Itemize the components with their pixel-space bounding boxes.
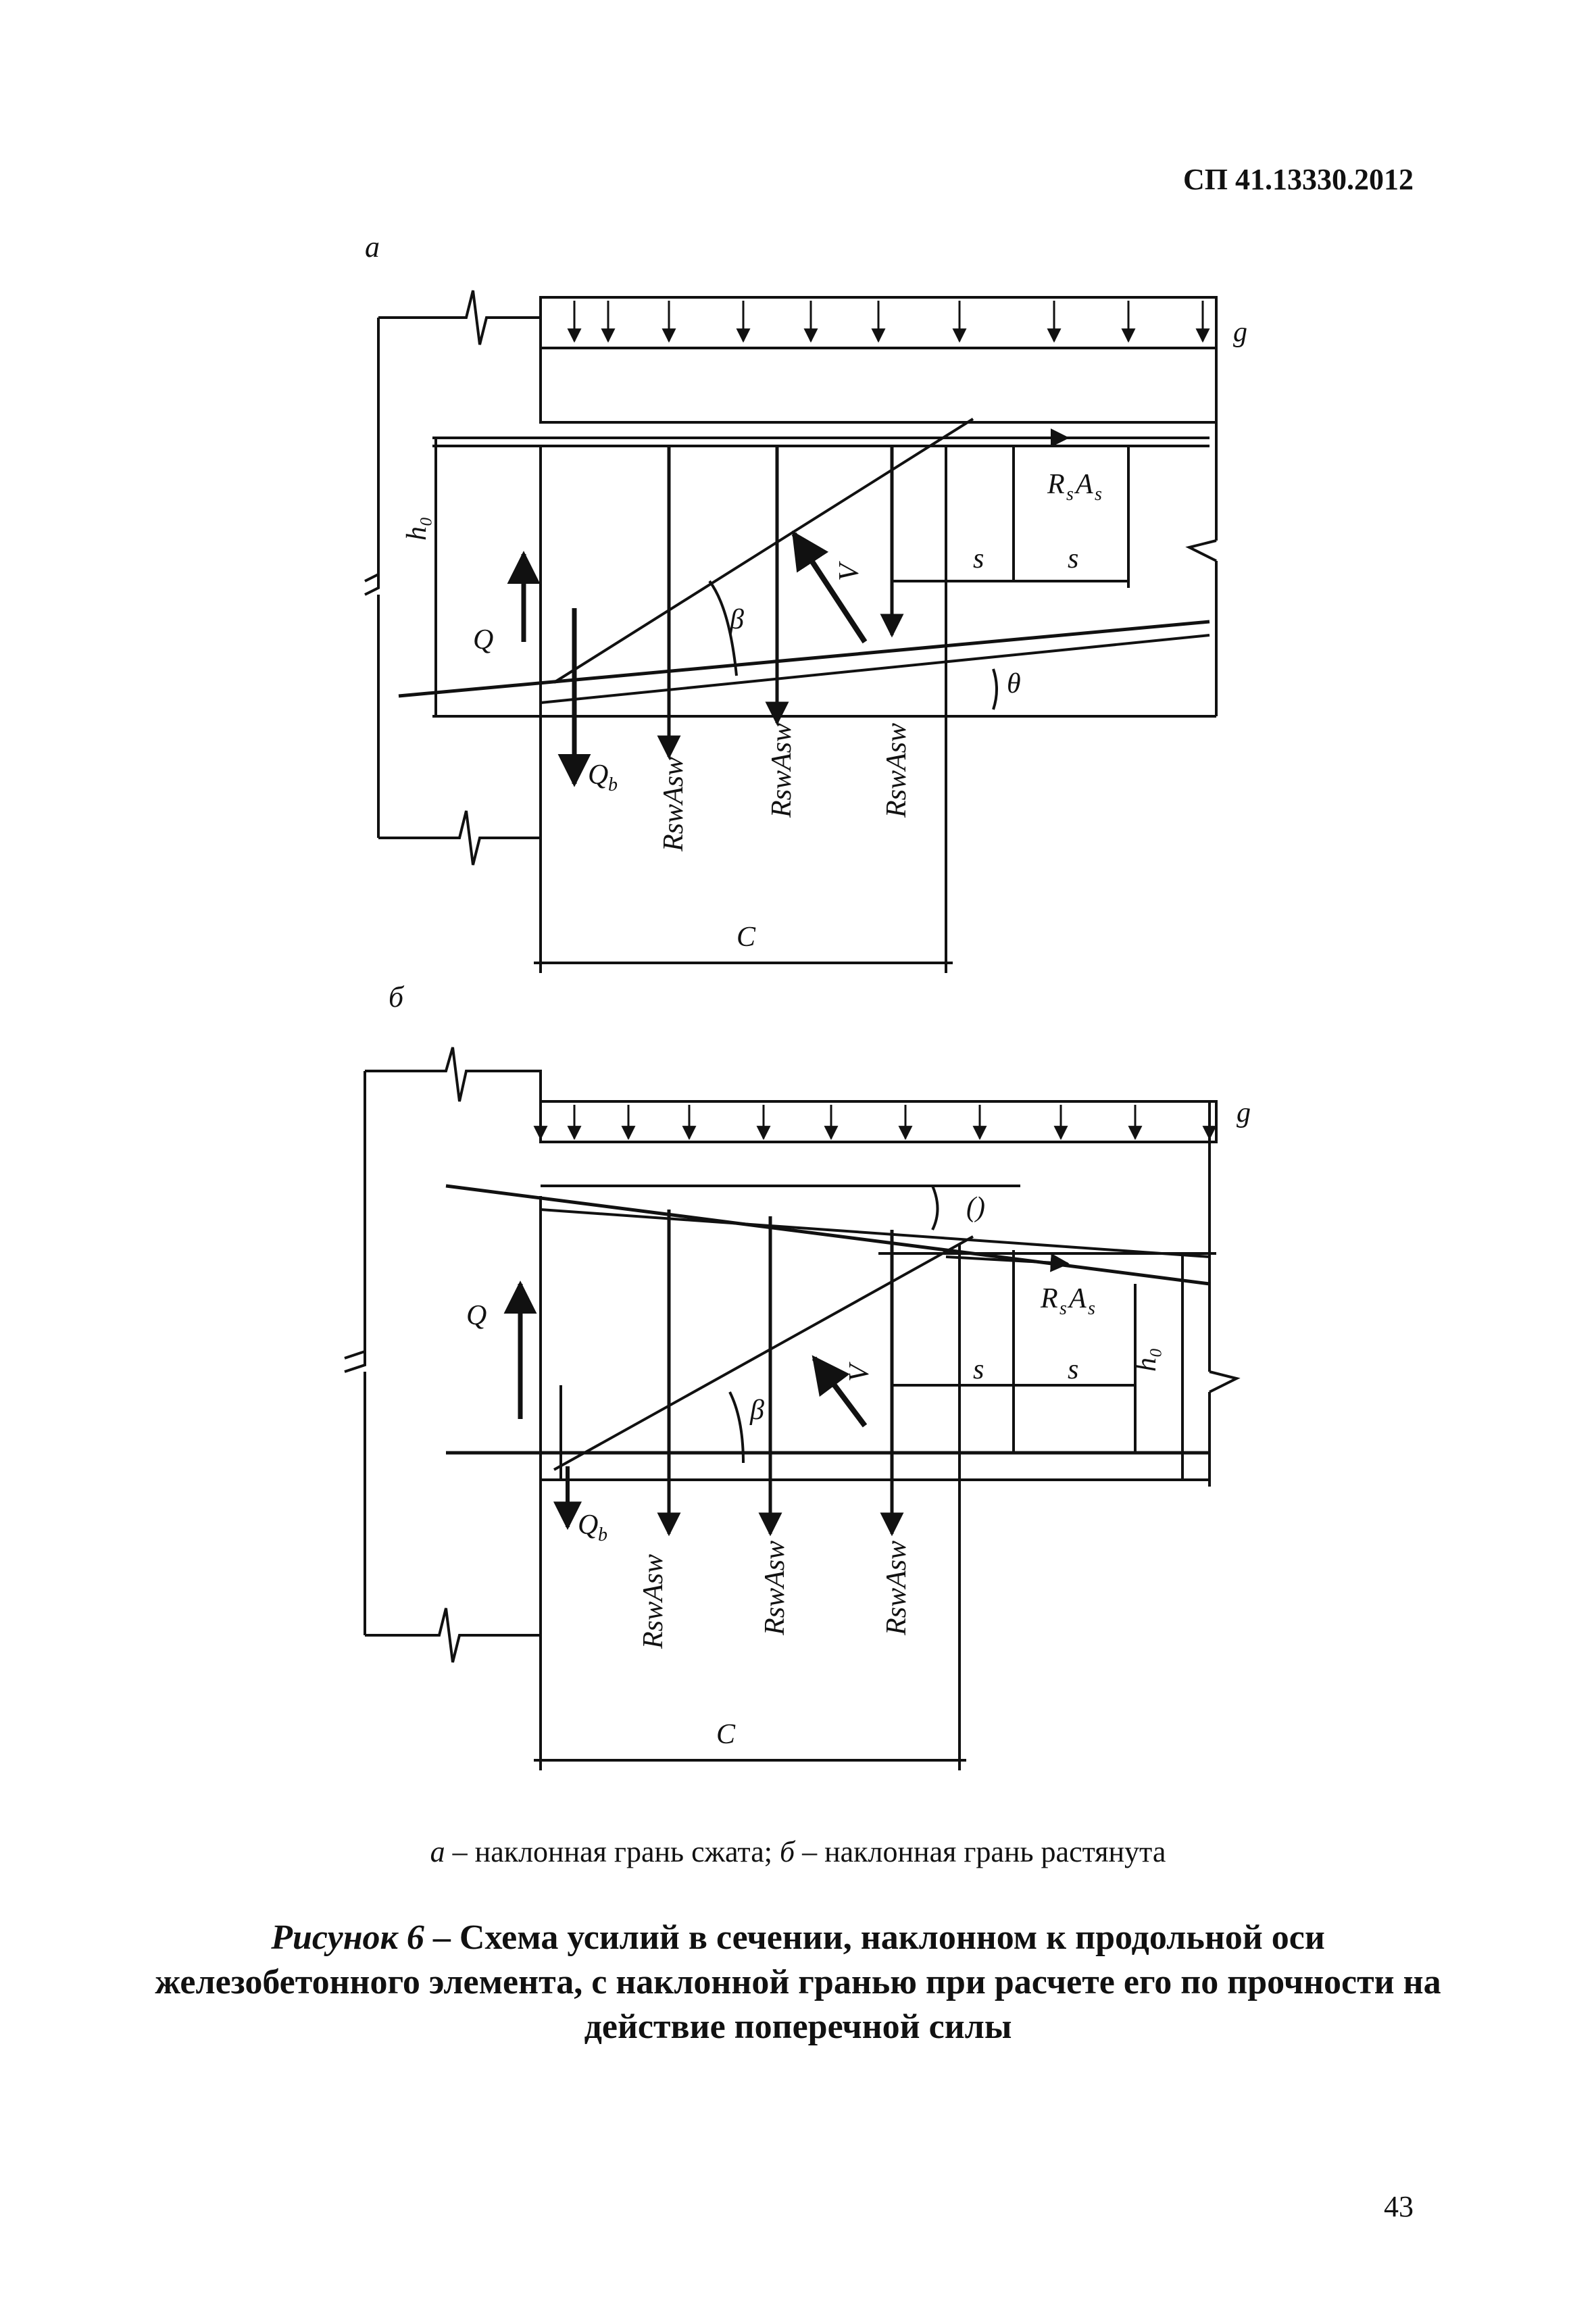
a-label-RswAsw-1: RswAsw — [658, 756, 689, 851]
a-label-V: V — [834, 564, 865, 581]
b-label-C: C — [716, 1719, 736, 1750]
a-label-RsAs-A: A — [1076, 469, 1093, 500]
b-label-Qb: Q — [578, 1510, 599, 1541]
b-label-RsAs: R — [1041, 1283, 1058, 1314]
b-label-RswAsw-3: RswAsw — [881, 1540, 912, 1635]
caption-label: Рисунок 6 — [271, 1918, 424, 1957]
b-label-V: V — [844, 1364, 875, 1382]
b-label-RsAs-A: A — [1069, 1283, 1087, 1314]
a-label-Q: Q — [473, 624, 494, 655]
b-label-RswAsw-1: RswAsw — [638, 1553, 669, 1649]
a-label-h0: h₀ — [401, 516, 432, 541]
a-label-RsAs-sub2: s — [1095, 484, 1102, 505]
a-label-RswAsw-3: RswAsw — [881, 722, 912, 818]
panel-a-letter: а — [365, 230, 380, 264]
b-label-g: g — [1237, 1097, 1251, 1128]
b-label-theta: () — [966, 1192, 985, 1223]
a-label-Qb: Q — [588, 760, 609, 791]
a-label-C: C — [737, 922, 756, 953]
b-label-s1: s — [973, 1354, 984, 1385]
panel-a-labels — [401, 317, 1247, 953]
b-label-beta: β — [750, 1395, 764, 1426]
b-label-Qb-sub: b — [598, 1524, 607, 1545]
b-label-Q: Q — [466, 1300, 487, 1331]
subcap-b-text: – наклонная грань растянута — [795, 1835, 1166, 1868]
b-label-h0: h₀ — [1131, 1347, 1162, 1372]
a-label-s1: s — [973, 543, 984, 574]
b-label-RswAsw-2: RswAsw — [759, 1540, 791, 1635]
a-label-RsAs: R — [1047, 469, 1065, 500]
b-label-RsAs-sub2: s — [1088, 1298, 1095, 1319]
figure-subcaption — [0, 1835, 1596, 1869]
panel-b-diagram — [345, 1047, 1237, 1770]
b-label-s2: s — [1068, 1354, 1079, 1385]
caption-text: – Схема усилий в сечении, наклонном к продольной оси железобетонного элемента, с наклонной гранью при расчете его по прочности на действие поперечной силы — [155, 1918, 1441, 2046]
a-label-RsAs-sub1: s — [1066, 484, 1074, 505]
a-label-Qb-sub: b — [608, 774, 618, 795]
subcap-a-letter: а — [430, 1835, 445, 1868]
a-label-beta: β — [730, 604, 744, 635]
a-label-theta: θ — [1007, 668, 1021, 699]
a-label-g: g — [1233, 317, 1247, 348]
page-number: 43 — [1384, 2190, 1414, 2223]
subcap-a-text: – наклонная грань сжата; — [445, 1835, 780, 1868]
panel-b-labels — [466, 1097, 1251, 1750]
document-code: СП 41.13330.2012 — [1183, 163, 1414, 196]
a-label-s2: s — [1068, 543, 1079, 574]
a-label-RswAsw-2: RswAsw — [766, 722, 797, 818]
b-label-RsAs-sub1: s — [1059, 1298, 1067, 1319]
panel-b-letter: б — [389, 980, 404, 1014]
figure-caption — [135, 1916, 1461, 2049]
subcap-b-letter: б — [779, 1835, 795, 1868]
